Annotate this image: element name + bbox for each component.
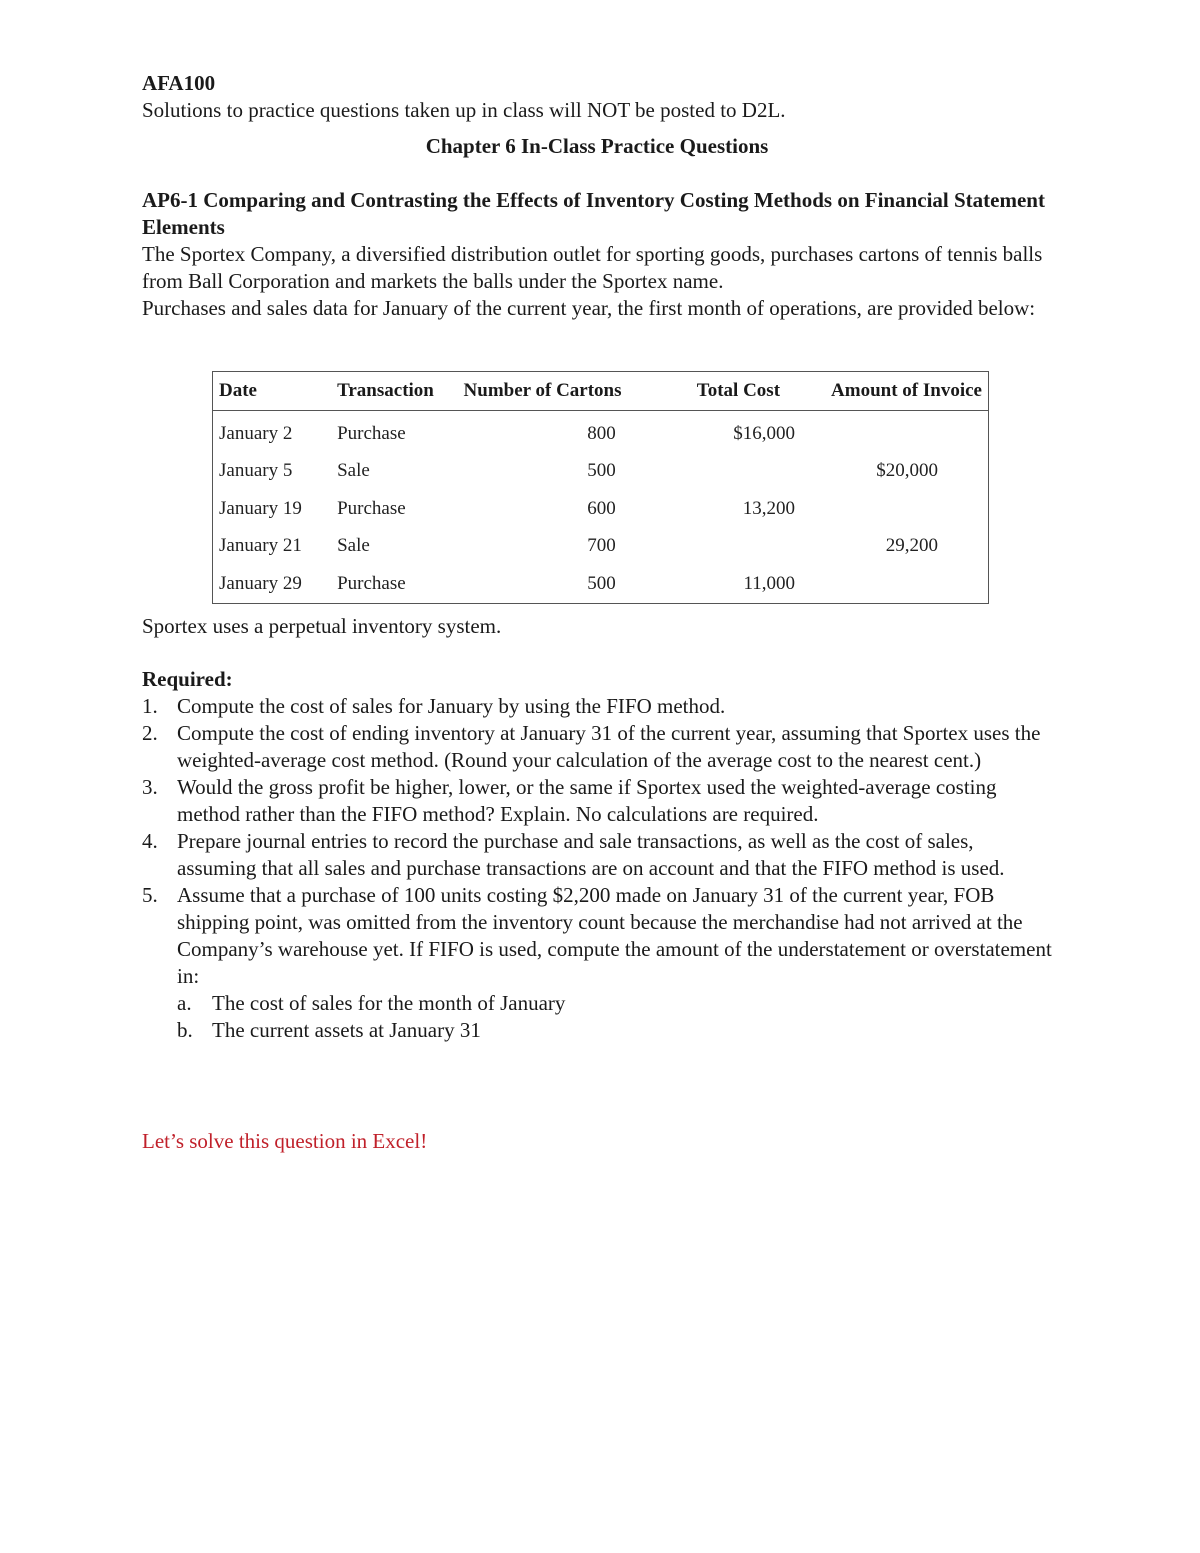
cell-total-cost: $16,000	[733, 422, 796, 444]
cell-transaction: Sale	[337, 460, 370, 482]
header-total-cost: Total Cost	[691, 372, 825, 411]
cell-invoice: 29,200	[885, 535, 938, 557]
cell-cartons: 500	[587, 572, 616, 594]
sub-item-list	[177, 990, 1052, 1044]
required-title: Required:	[142, 667, 233, 691]
table-row	[213, 565, 989, 603]
cell-cartons: 800	[587, 422, 616, 444]
sub-item-text: The current assets at January 31	[212, 1018, 481, 1042]
cell-invoice	[825, 411, 988, 453]
required-item	[142, 882, 1052, 1044]
header-cartons: Number of Cartons	[458, 372, 691, 411]
cell-cartons: 500	[587, 460, 616, 482]
cell-cartons: 600	[587, 497, 616, 519]
cell-invoice	[825, 490, 988, 528]
problem-title: AP6-1 Comparing and Contrasting the Effects of Inventory Costing Methods on Financial Statement Elements	[142, 188, 1045, 239]
item-text: Would the gross profit be higher, lower, or the same if Sportex used the weighted-average costing method rather than the FIFO method? Explain. No calculations are required.	[177, 775, 997, 826]
item-text: Compute the cost of ending inventory at January 31 of the current year, assuming that Sportex uses the weighted-average cost method. (Round your calculation of the average cost to the nearest cent.)	[177, 721, 1041, 772]
item-text: Assume that a purchase of 100 units costing $2,200 made on January 31 of the current year, FOB shipping point, was omitted from the inventory count because the merchandise had not arrived at the Company’s warehouse yet. If FIFO is used, compute the amount of the understatement or overstatement in:	[177, 883, 1052, 988]
item-text: Prepare journal entries to record the purchase and sale transactions, as well as the cost of sales, assuming that all sales and purchase transactions are on account and that the FIFO method is used.	[177, 829, 1005, 880]
excel-note: Let’s solve this question in Excel!	[142, 1129, 428, 1153]
cell-date: January 2	[219, 422, 293, 444]
cell-transaction: Purchase	[337, 497, 406, 519]
cell-transaction: Purchase	[337, 572, 406, 594]
cell-total-cost: 13,200	[742, 497, 796, 519]
cell-total-cost	[691, 528, 825, 566]
cell-transaction: Purchase	[337, 422, 406, 444]
solutions-notice: Solutions to practice questions taken up in class will NOT be posted to D2L.	[142, 98, 786, 122]
course-code: AFA100	[142, 71, 216, 95]
cell-cartons: 700	[587, 535, 616, 557]
sub-item-text: The cost of sales for the month of January	[212, 991, 566, 1015]
table-row	[213, 528, 989, 566]
header-date: Date	[213, 372, 332, 411]
cell-total-cost	[691, 453, 825, 491]
required-item	[142, 774, 1052, 828]
header-invoice: Amount of Invoice	[825, 372, 988, 411]
cell-date: January 19	[219, 497, 302, 519]
problem-intro: The Sportex Company, a diversified distribution outlet for sporting goods, purchases cartons of tennis balls from Ball Corporation and markets the balls under the Sportex name.	[142, 242, 1043, 293]
cell-total-cost: 11,000	[743, 572, 796, 594]
table-row	[213, 411, 989, 453]
item-number: 4.	[142, 829, 158, 853]
transactions-table	[212, 371, 989, 604]
item-number: 3.	[142, 775, 158, 799]
sub-item-letter: b.	[177, 1018, 193, 1042]
cell-date: January 21	[219, 535, 302, 557]
header-transaction: Transaction	[331, 372, 457, 411]
cell-date: January 5	[219, 460, 293, 482]
document-page	[142, 70, 1052, 1153]
item-number: 5.	[142, 883, 158, 907]
sub-item-letter: a.	[177, 991, 192, 1015]
required-item	[142, 720, 1052, 774]
sub-item	[177, 990, 1052, 1017]
chapter-title: Chapter 6 In-Class Practice Questions	[425, 134, 769, 158]
required-item	[142, 693, 1052, 720]
item-number: 1.	[142, 694, 158, 718]
table-row	[213, 490, 989, 528]
table-header-row	[213, 372, 989, 411]
item-text: Compute the cost of sales for January by using the FIFO method.	[177, 694, 726, 718]
cell-transaction: Sale	[337, 535, 370, 557]
item-number: 2.	[142, 721, 158, 745]
required-list	[142, 693, 1052, 1044]
cell-date: January 29	[219, 572, 302, 594]
required-item	[142, 828, 1052, 882]
sub-item	[177, 1017, 1052, 1044]
table-row	[213, 453, 989, 491]
cell-invoice	[825, 565, 988, 603]
inventory-system-note: Sportex uses a perpetual inventory system.	[142, 614, 502, 638]
problem-intro-data: Purchases and sales data for January of the current year, the first month of operations, are provided below:	[142, 296, 1036, 320]
cell-invoice: $20,000	[876, 460, 938, 482]
required-section	[142, 666, 1052, 1044]
